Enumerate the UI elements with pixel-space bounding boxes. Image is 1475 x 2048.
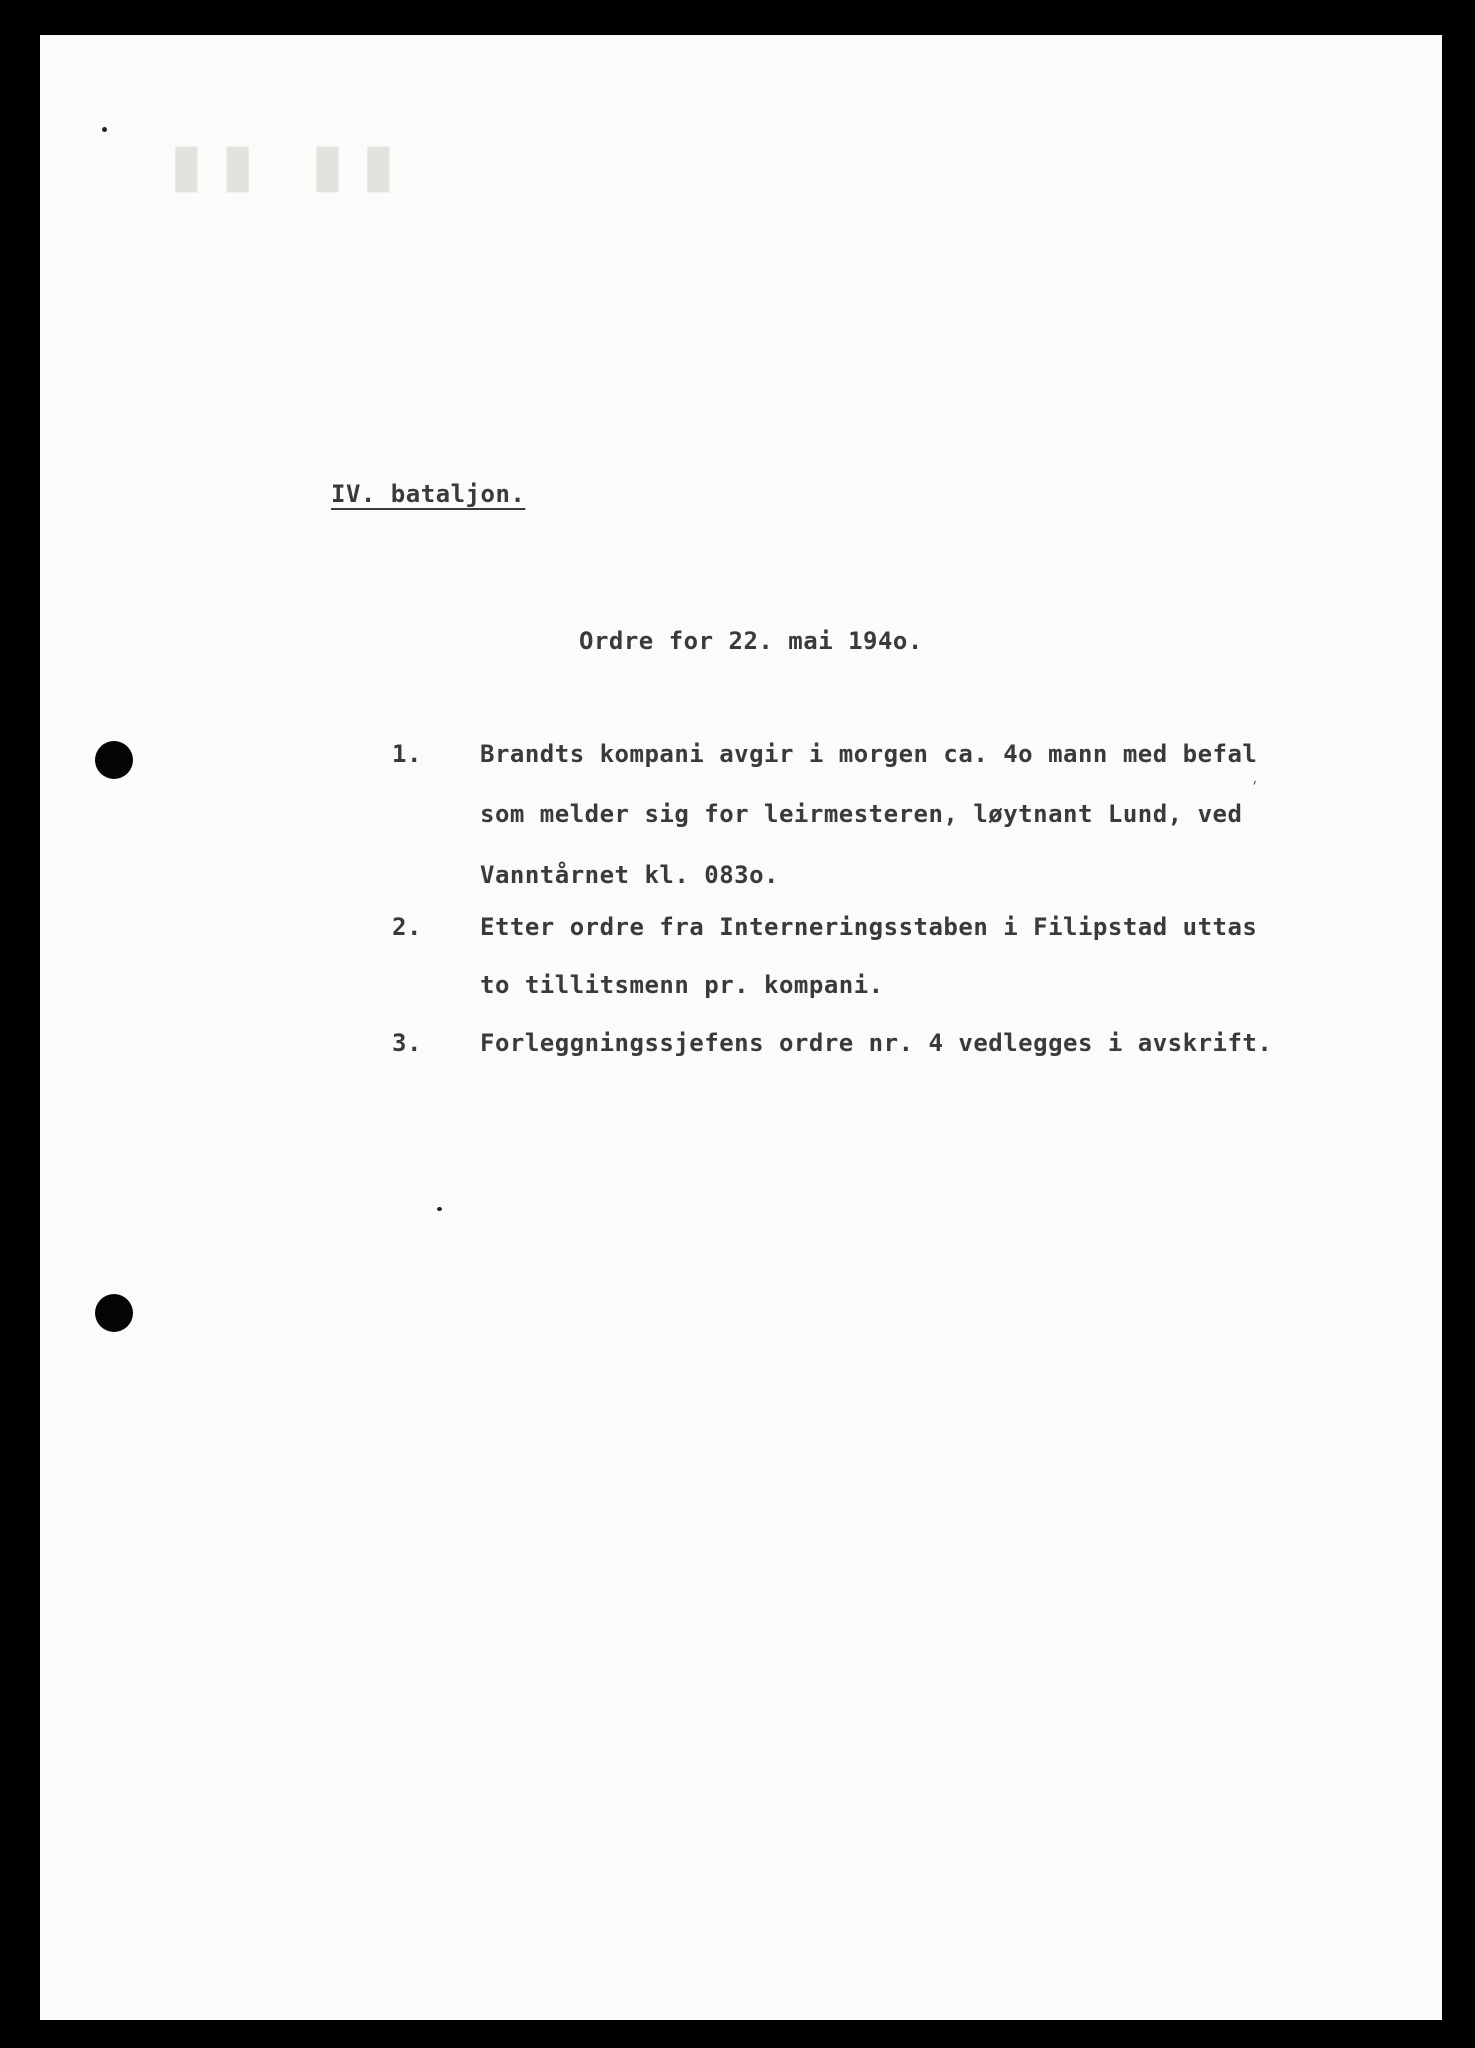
ink-speck — [437, 1207, 442, 1211]
item-line: Brandts kompani avgir i morgen ca. 4o mann med befal — [480, 740, 1258, 768]
ink-speck — [102, 127, 107, 132]
punch-hole — [95, 741, 133, 779]
item-number: 2. — [392, 913, 422, 941]
item-number: 1. — [392, 740, 422, 768]
item-line: Vanntårnet kl. 083o. — [480, 861, 779, 889]
order-title: Ordre for 22. mai 194o. — [579, 627, 923, 655]
battalion-heading: IV. bataljon. — [331, 480, 526, 508]
item-number: 3. — [392, 1029, 422, 1057]
item-line: to tillitsmenn pr. kompani. — [480, 971, 884, 999]
handwritten-tick-mark: ˊ — [1248, 778, 1264, 799]
item-line: Forleggningssjefens ordre nr. 4 vedlegges i avskrift. — [480, 1029, 1273, 1057]
item-line: Etter ordre fra Interneringsstaben i Filipstad uttas — [480, 913, 1258, 941]
punch-hole — [95, 1294, 133, 1332]
document-page — [40, 35, 1442, 2020]
item-line: som melder sig for leirmesteren, løytnant Lund, ved — [480, 800, 1243, 828]
faded-show-through-marks: ▮▮ ▮▮ — [170, 130, 413, 200]
